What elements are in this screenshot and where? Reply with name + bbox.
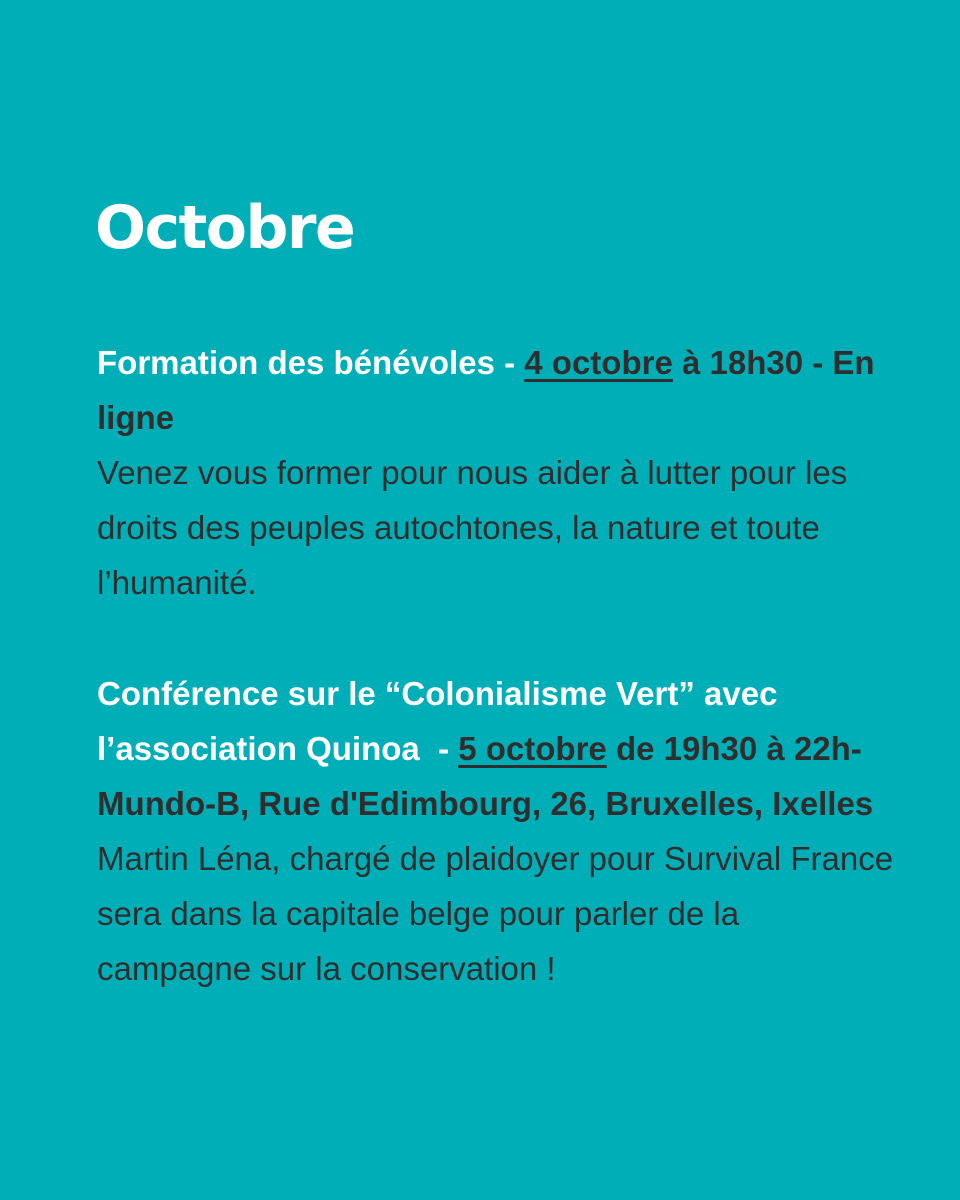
event-time-location: à 18h30 - En ligne — [97, 344, 875, 436]
event-date-link[interactable]: 4 octobre — [524, 344, 673, 381]
event-time-location: de 19h30 à 22h- Mundo-B, Rue d'Edimbourg, 26, Bruxelles, Ixelles — [97, 730, 874, 822]
event-date-link[interactable]: 5 octobre — [458, 730, 607, 767]
event-title: Conférence sur le “Colonialisme Vert” avec l’association Quinoa — [97, 675, 778, 767]
month-heading: Octobre — [95, 193, 355, 263]
event-description: Martin Léna, chargé de plaidoyer pour Survival France sera dans la capitale belge pour parler de la campagne sur la conservation ! — [97, 840, 894, 987]
event-separator: - — [494, 344, 525, 381]
event-description: Venez vous former pour nous aider à lutter pour les droits des peuples autochtones, la nature et toute l’humanité. — [97, 454, 848, 601]
event-title: Formation des bénévoles — [97, 344, 495, 381]
event-item — [97, 666, 897, 996]
event-separator: - — [419, 730, 459, 767]
event-item — [97, 335, 897, 610]
